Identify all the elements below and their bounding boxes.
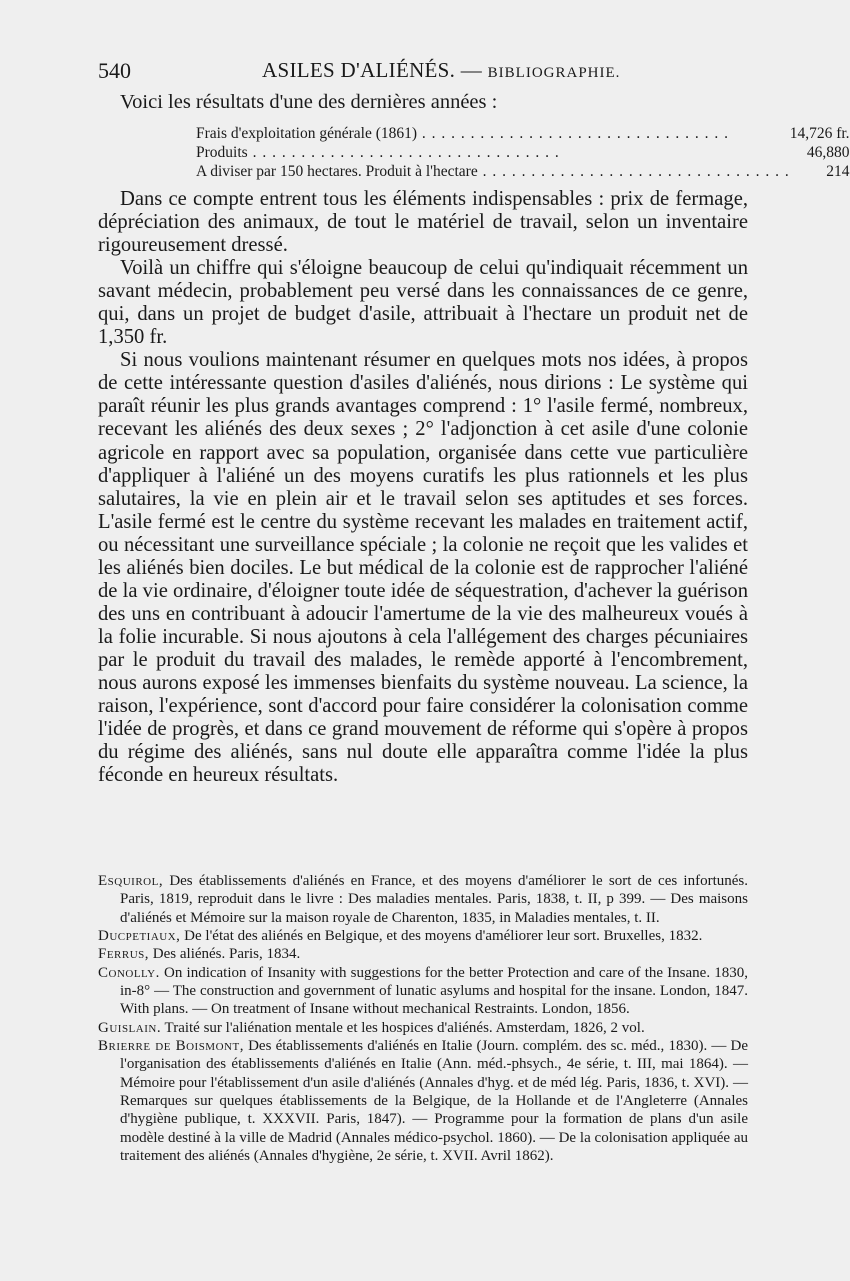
page-number: 540 [98, 58, 131, 83]
reference-entry [98, 1037, 748, 1165]
reference-entry [98, 1019, 748, 1037]
running-title [262, 58, 620, 83]
body-text [98, 188, 748, 787]
row-label: Frais d'exploitation générale (1861) . . . [196, 124, 790, 143]
paragraph: Dans ce compte entrent tous les éléments indispensables : prix de fermage, dépréciation des animaux, de tout le matériel de travail, selon un inventaire rigoureusement dressé. [98, 188, 748, 257]
reference-text: Des établissements d'aliénés en France, et des moyens d'améliorer le sort de ces infortunés. Paris, 1819, reproduit dans le livre : Des maladies mentales. Paris, 1838, t. II, p 399. — Des maisons d'aliénés et Mémoire sur la maison royale de Charenton, 1835, in Maladies mentales, t. II. [120, 873, 748, 926]
reference-author: Ferrus, [98, 946, 150, 963]
running-header [98, 58, 748, 86]
header-section: BIBLIOGRAPHIE. [487, 65, 621, 81]
header-title: ASILES D'ALIÉNÉS. [262, 58, 456, 82]
reference-author: Guislain. [98, 1019, 162, 1036]
paragraph: Si nous voulions maintenant résumer en quelques mots nos idées, à propos de cette intéressante question d'asiles d'aliénés, nous dirions : Le système qui paraît réunir les plus grands avantages comprend : 1° l'asile fermé, nombreux, recevant les aliénés des deux sexes ; 2° l'adjonction à cet asile d'une colonie agricole en rapport avec sa population, organisée dans cette vue particulière d'appliquer à l'aliéné un des moyens curatifs les plus rationnels et les plus salutaires, la vie en plein air et le travail selon ses aptitudes et ses forces. L'asile fermé est le centre du système recevant les malades en traitement actif, ou nécessitant une surveillance spéciale ; la colonie ne reçoit que les valides et les aliénés bien dociles. Le but médical de la colonie est de rapprocher l'aliéné de la vie ordinaire, d'éloigner toute idée de séquestration, d'achever la guérison des uns en contribuant à adoucir l'amertume de la vie des malheureux voués à la folie incurable. Si nous ajoutons à cela l'allégement des charges pécuniaires par le produit du travail des malades, le remède apporté à l'encombrement, nous aurons exposé les immenses bienfaits du système nouveau. La science, la raison, l'expérience, sont d'accord pour faire considérer la colonisation comme l'idée de progrès, et dans ce grand mouvement de réforme qui s'opère à propos du régime des aliénés, sans nul doute elle apparaîtra comme l'idée la plus féconde en heureux résultats. [98, 349, 748, 787]
paragraph: Voilà un chiffre qui s'éloigne beaucoup de celui qu'indiquait récemment un savant médecin, probablement peu versé dans les connaissances de ce genre, qui, dans un projet de budget d'asile, attribuait à l'hectare un produit net de 1,350 fr. [98, 257, 748, 349]
row-value: 14,726 fr. [789, 125, 850, 142]
reference-text: Des établissements d'aliénés en Italie (Journ. complém. des sc. méd., 1830). — De l'organisation des établissements d'aliénés en Italie (Ann. méd.-phsych., 4e série, t. III, mai 1864). — Mémoire pour l'établissement d'un asile d'aliénés (Annales d'hyg. et de méd lég. Paris, 1836, t. XVI). — Remarques sur quelques établissements de la Belgique, de la Hollande et de l'Angleterre (Annales d'hygiène publique, t. XXXVII. Paris, 1847). — Programme pour la formation de plans d'un asile modèle destiné à la ville de Madrid (Annales médico-psychol. 1860). — De la colonisation appliquée au traitement des aliénés (Annales d'hygiène, 2e série, t. XVII. Avril 1862). [120, 1038, 748, 1165]
lead-sentence: Voici les résultats d'une des dernières années : [120, 91, 498, 113]
row-label: Produits . . . [196, 143, 790, 162]
reference-entry [98, 872, 748, 927]
table-row [196, 162, 850, 181]
table-row [196, 124, 850, 143]
reference-text: De l'état des aliénés en Belgique, et des moyens d'améliorer leur sort. Bruxelles, 1832. [180, 928, 703, 945]
reference-author: Ducpetiaux, [98, 928, 181, 945]
reference-author: Conolly. [98, 964, 160, 981]
bibliography [98, 872, 748, 1166]
header-dash: — [460, 58, 483, 82]
table-row [196, 143, 850, 162]
row-label: A diviser par 150 hectares. Produit à l'hectare . . . [196, 162, 790, 181]
row-value: 214 [826, 163, 850, 180]
reference-text: On indication of Insanity with suggestions for the better Protection and care of the Insane. 1830, in-8° — The construction and government of lunatic asylums and hospital for the insane. London, 1847. With plans. — On treatment of Insane without mechanical Restraints. London, 1856. [120, 964, 748, 1018]
reference-author: Brierre de Boismont, [98, 1038, 244, 1055]
reference-entry [98, 964, 748, 1019]
row-value: 46,880 [806, 144, 850, 161]
reference-entry [98, 945, 748, 963]
reference-entry [98, 927, 748, 945]
results-table [196, 124, 850, 181]
reference-text: Des aliénés. Paris, 1834. [149, 946, 301, 963]
reference-text: Traité sur l'aliénation mentale et les hospices d'aliénés. Amsterdam, 1826, 2 vol. [161, 1019, 645, 1036]
reference-author: Esquirol, [98, 873, 164, 889]
